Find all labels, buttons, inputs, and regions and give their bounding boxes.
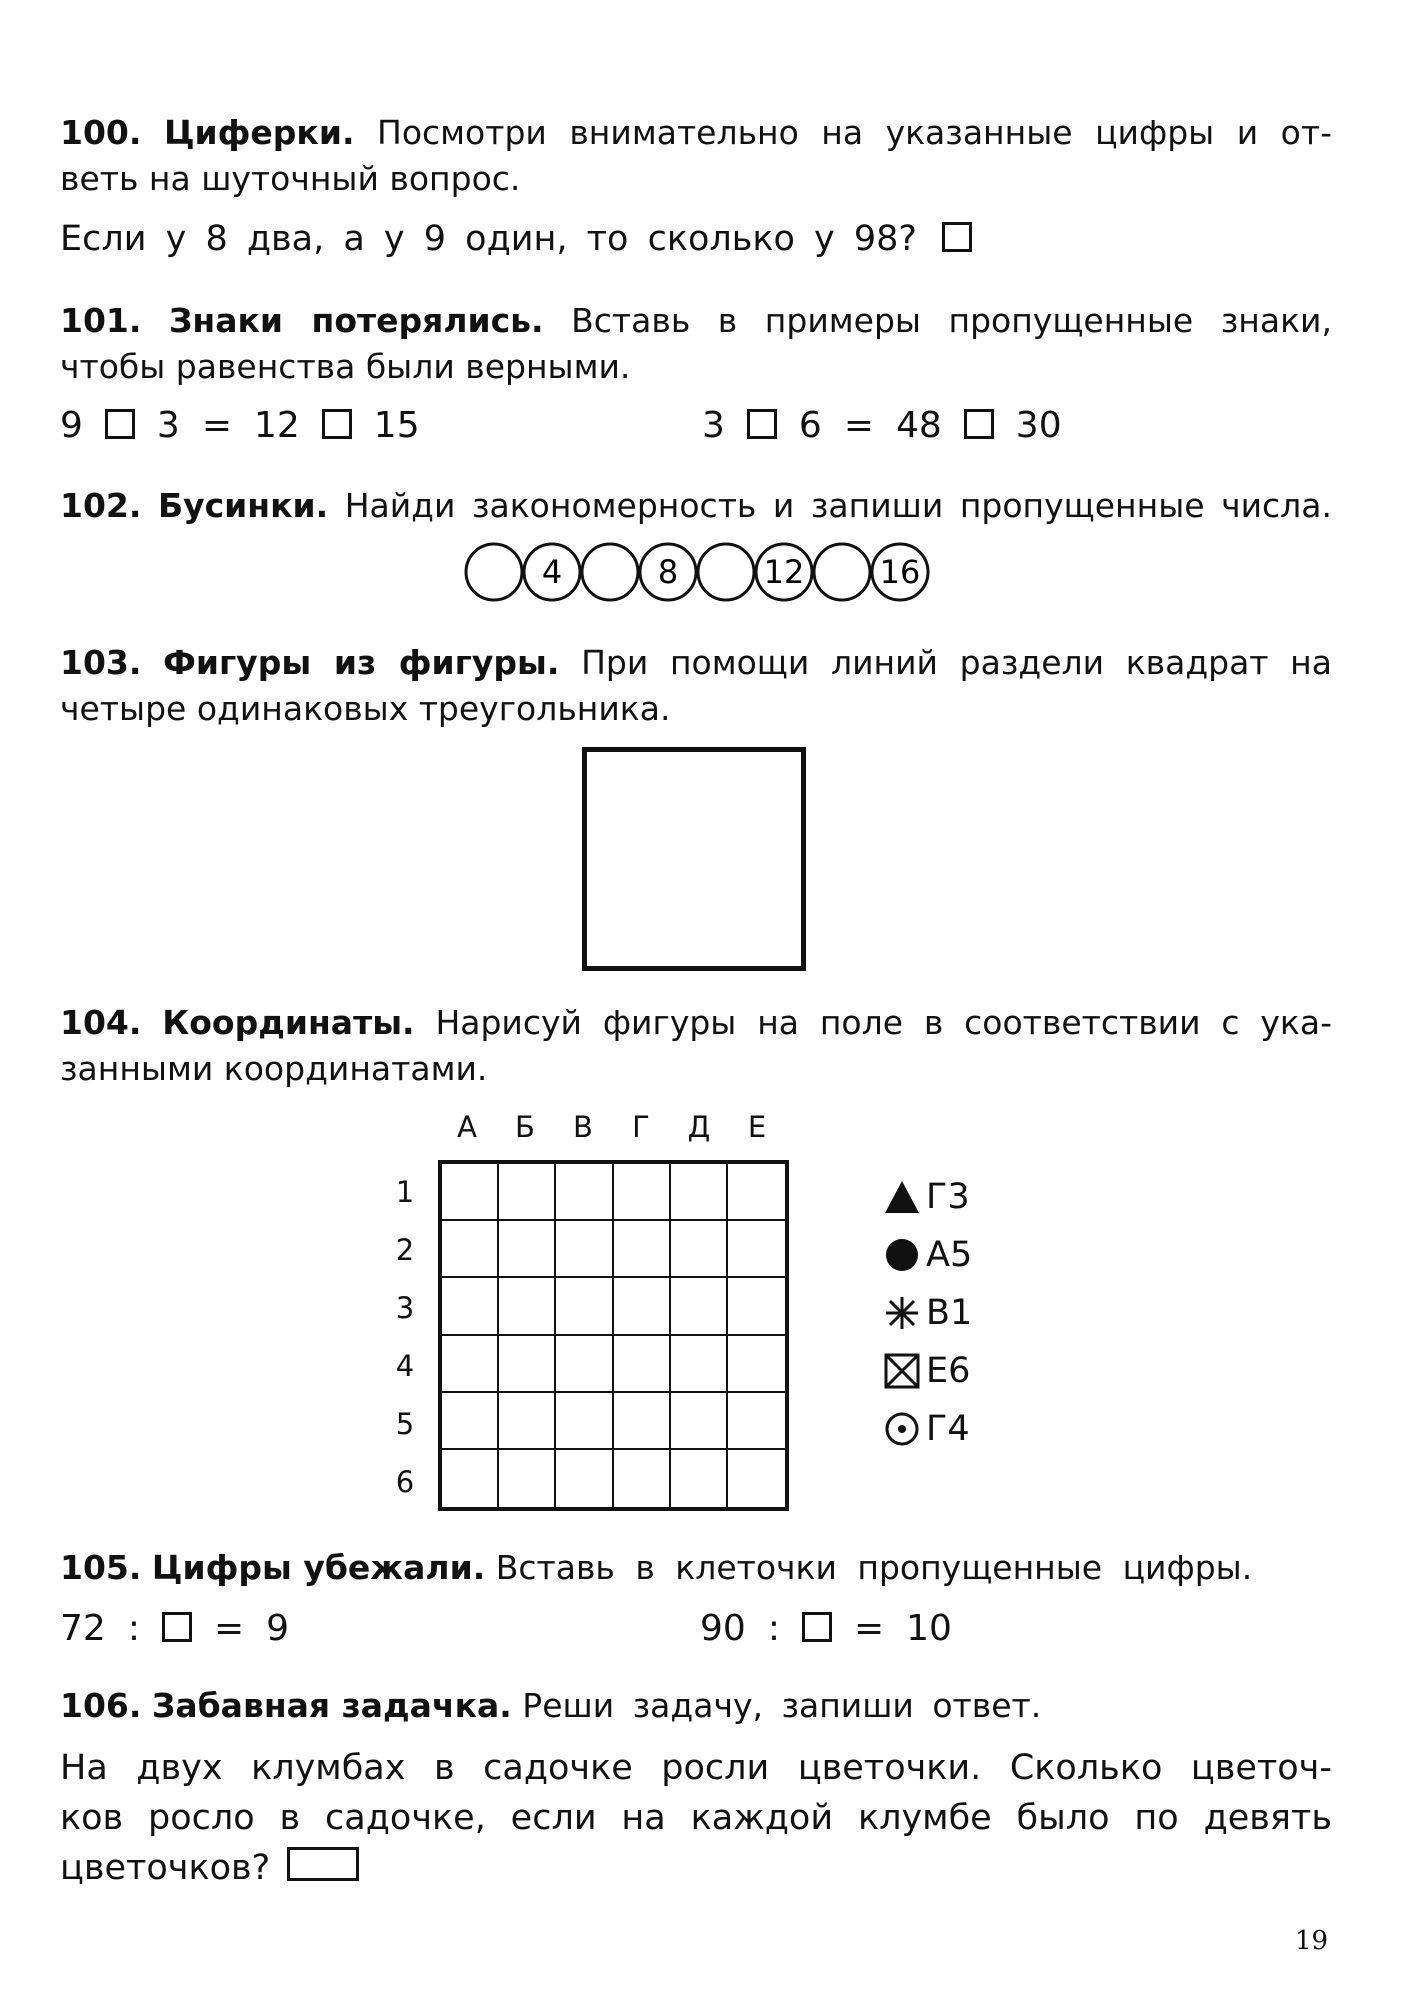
triangle-icon (882, 1177, 922, 1217)
eq-number: 3 (156, 405, 180, 446)
grid-cell[interactable] (556, 1336, 613, 1393)
answer-box[interactable] (287, 1847, 359, 1881)
legend-item (882, 1226, 972, 1284)
column-label: Д (687, 1110, 711, 1144)
task-title: Координаты. (162, 1003, 415, 1042)
grid-cell[interactable] (671, 1221, 728, 1278)
task-number: 103. (60, 643, 142, 682)
task-text: Найди закономерность и запиши пропущенные числа. (344, 486, 1332, 525)
legend-label: В1 (926, 1293, 973, 1333)
task-title: Фигуры из фигуры. (163, 643, 560, 682)
task-text: занными координатами. (60, 1049, 488, 1088)
task-title: Бусинки. (157, 486, 329, 525)
equation-1 (60, 405, 442, 446)
task-106 (60, 1683, 1332, 1893)
column-label: В (573, 1110, 593, 1144)
page-number: 19 (1295, 1926, 1329, 1956)
story-line: ков росло в садочке, если на каждой клумбе было по девять (60, 1798, 1332, 1838)
column-label: А (457, 1110, 477, 1144)
question-text: Если у 8 два, а у 9 один, то сколько у 98? (60, 219, 918, 259)
circle-icon (882, 1235, 922, 1275)
grid-cell[interactable] (728, 1221, 785, 1278)
grid-cell[interactable] (442, 1450, 499, 1507)
task-text: Посмотри внимательно на указанные цифры и от- (377, 113, 1332, 152)
grid-cell[interactable] (728, 1278, 785, 1335)
division-equation-1 (60, 1608, 311, 1649)
sign-box[interactable] (105, 409, 135, 439)
eq-number: 72 (60, 1608, 106, 1649)
grid-cell[interactable] (728, 1393, 785, 1450)
legend-item (882, 1342, 972, 1400)
task-102 (60, 483, 1332, 529)
grid-cell[interactable] (614, 1393, 671, 1450)
coordinate-grid (438, 1160, 789, 1511)
eq-number: 6 (798, 405, 822, 446)
task-105 (60, 1545, 1332, 1591)
task-number: 100. (60, 113, 142, 152)
equation-2 (702, 405, 1084, 446)
grid-cell[interactable] (671, 1450, 728, 1507)
eq-sign: : (767, 1608, 780, 1649)
digit-box[interactable] (162, 1612, 192, 1642)
grid-cell[interactable] (556, 1221, 613, 1278)
bead-number: 4 (541, 553, 563, 591)
grid-cell[interactable] (671, 1164, 728, 1221)
eq-number: 12 (253, 405, 300, 446)
eq-number: 10 (906, 1608, 952, 1649)
eq-sign: = (213, 1608, 245, 1649)
grid-cell[interactable] (556, 1278, 613, 1335)
legend-item (882, 1400, 972, 1458)
legend-label: Г4 (926, 1409, 970, 1449)
grid-cell[interactable] (614, 1221, 671, 1278)
bead-number: 12 (763, 553, 805, 591)
sign-box[interactable] (322, 409, 352, 439)
eq-number: 30 (1015, 405, 1062, 446)
row-label: 1 (395, 1175, 415, 1209)
grid-cell[interactable] (442, 1164, 499, 1221)
bead-number: 16 (879, 553, 921, 591)
eq-number: 15 (373, 405, 420, 446)
task-text: Нарисуй фигуры на поле в соответствии с ука- (435, 1003, 1332, 1042)
task-101 (60, 298, 1332, 390)
bead-number: 8 (657, 553, 679, 591)
task-text: Вставь в примеры пропущенные знаки, (571, 301, 1332, 340)
task-103 (60, 640, 1332, 732)
task-number: 101. (60, 301, 142, 340)
row-label: 3 (395, 1291, 415, 1325)
grid-cell[interactable] (499, 1164, 556, 1221)
task-title: Цифры убежали. (151, 1548, 486, 1587)
answer-box[interactable] (942, 222, 972, 252)
row-label: 5 (395, 1407, 415, 1441)
task-text: Вставь в клеточки пропущенные цифры. (495, 1548, 1253, 1587)
empty-bead[interactable] (582, 544, 638, 600)
task-text: При помощи линий раздели квадрат на (581, 643, 1332, 682)
grid-cell[interactable] (499, 1393, 556, 1450)
coordinate-grid-block (390, 1110, 810, 1530)
column-label: Е (747, 1110, 767, 1144)
legend-label: Г3 (926, 1177, 970, 1217)
grid-cell[interactable] (671, 1393, 728, 1450)
figure-legend (882, 1168, 972, 1458)
sign-box[interactable] (964, 409, 994, 439)
grid-cell[interactable] (442, 1336, 499, 1393)
eq-number: 9 (266, 1608, 290, 1649)
legend-label: А5 (926, 1235, 973, 1275)
legend-item (882, 1168, 972, 1226)
eq-sign: = (201, 405, 232, 446)
bead-chain (462, 540, 942, 604)
grid-cell[interactable] (556, 1393, 613, 1450)
grid-cell[interactable] (614, 1450, 671, 1507)
grid-cell[interactable] (442, 1278, 499, 1335)
grid-cell[interactable] (556, 1450, 613, 1507)
story-line: цветочков? (60, 1848, 271, 1888)
asterisk-icon (882, 1293, 922, 1333)
eq-number: 3 (702, 405, 725, 446)
sign-box[interactable] (747, 409, 777, 439)
empty-bead[interactable] (814, 544, 870, 600)
division-equation-2 (700, 1608, 974, 1649)
task-text: веть на шуточный вопрос. (60, 159, 521, 198)
grid-cell[interactable] (671, 1336, 728, 1393)
grid-cell[interactable] (728, 1450, 785, 1507)
task-title: Циферки. (163, 113, 355, 152)
eq-number: 9 (60, 405, 83, 446)
row-label: 6 (395, 1465, 415, 1499)
grid-cell[interactable] (499, 1221, 556, 1278)
column-label: Г (632, 1110, 650, 1144)
task-number: 106. (60, 1686, 142, 1725)
grid-cell[interactable] (499, 1336, 556, 1393)
grid-cell[interactable] (614, 1278, 671, 1335)
task-text: четыре одинаковых треугольника. (60, 689, 671, 728)
crossed-box-icon (882, 1351, 922, 1391)
row-label: 4 (395, 1349, 415, 1383)
legend-item (882, 1284, 972, 1342)
column-label: Б (515, 1110, 535, 1144)
empty-bead[interactable] (698, 544, 754, 600)
task-number: 104. (60, 1003, 142, 1042)
task-text: Реши задачу, запиши ответ. (522, 1686, 1042, 1725)
grid-cell[interactable] (728, 1336, 785, 1393)
grid-cell[interactable] (499, 1450, 556, 1507)
legend-label: Е6 (926, 1351, 971, 1391)
digit-box[interactable] (802, 1612, 832, 1642)
grid-cell[interactable] (728, 1164, 785, 1221)
grid-cell[interactable] (614, 1336, 671, 1393)
eq-number: 90 (700, 1608, 746, 1649)
eq-sign: = (853, 1608, 885, 1649)
grid-cell[interactable] (499, 1278, 556, 1335)
task-title: Забавная задачка. (151, 1686, 512, 1725)
task-title: Знаки потерялись. (168, 301, 544, 340)
drawing-square[interactable] (582, 747, 806, 971)
grid-cell[interactable] (671, 1278, 728, 1335)
task-100 (60, 110, 1332, 262)
dotted-circle-icon (882, 1409, 922, 1449)
story-line: На двух клумбах в садочке росли цветочки. Сколько цветоч- (60, 1748, 1332, 1788)
task-text: чтобы равенства были верными. (60, 347, 631, 386)
eq-sign: = (843, 405, 874, 446)
task-104 (60, 1000, 1332, 1092)
grid-cell[interactable] (614, 1164, 671, 1221)
eq-number: 48 (895, 405, 942, 446)
row-label: 2 (395, 1233, 415, 1267)
grid-cell[interactable] (556, 1164, 613, 1221)
grid-cell[interactable] (442, 1393, 499, 1450)
task-number: 105. (60, 1548, 142, 1587)
empty-bead[interactable] (466, 544, 522, 600)
grid-cell[interactable] (442, 1221, 499, 1278)
eq-sign: : (127, 1608, 140, 1649)
task-number: 102. (60, 486, 142, 525)
